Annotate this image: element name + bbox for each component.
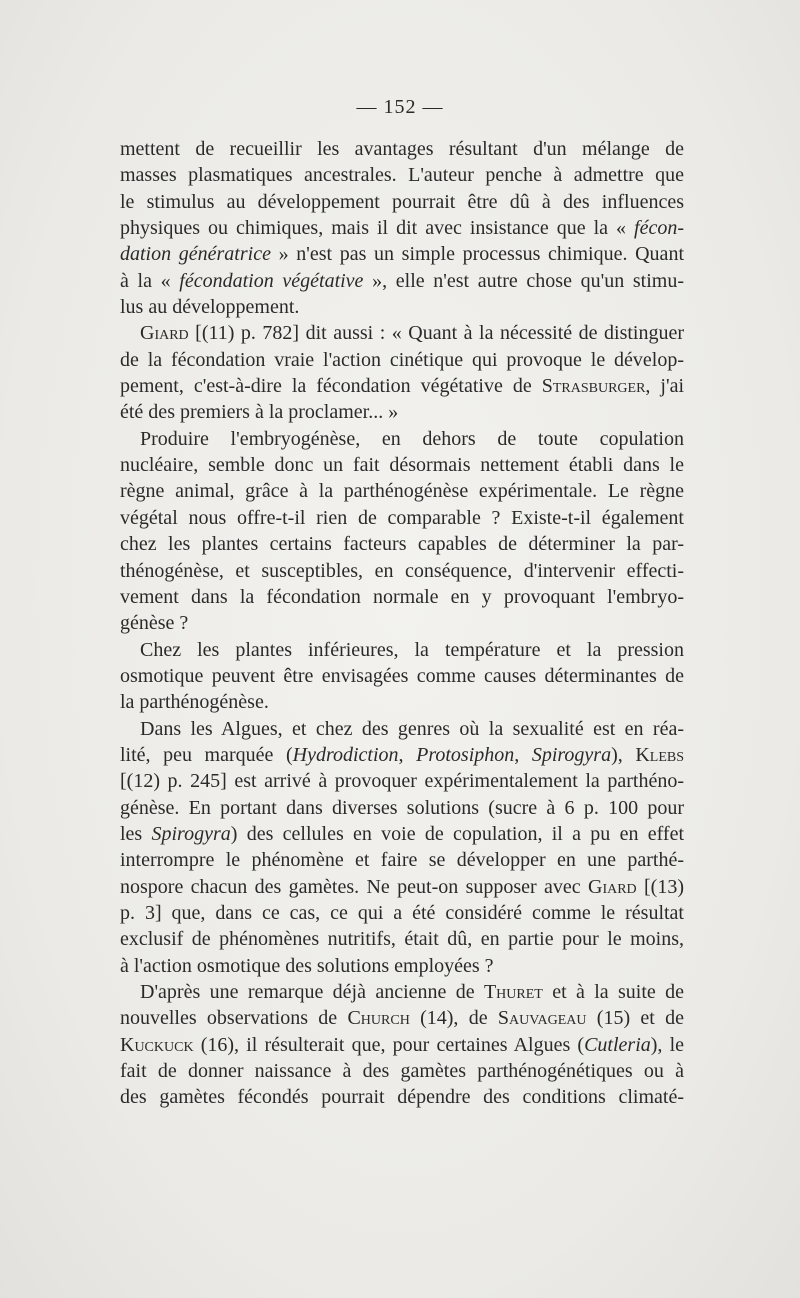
text-run: D'après une remarque déjà ancienne de [140, 981, 484, 1003]
text-run: nucléaire, semble donc un fait désormais nettement établi dans le [120, 454, 684, 477]
text-line [120, 268, 684, 294]
text-line [120, 663, 684, 689]
text-line [120, 294, 684, 320]
paragraph [120, 716, 684, 979]
text-run: lus au développement. [120, 296, 300, 319]
text-run: pement, c'est-à-dire la fécondation végétative de [120, 375, 542, 398]
paragraph [120, 136, 684, 320]
text-run: , [514, 743, 532, 766]
text-line [120, 689, 684, 715]
italic-text: Hydrodiction [292, 743, 399, 766]
text-run: , j'ai [645, 375, 685, 398]
italic-text: Spirogyra [151, 822, 231, 845]
text-line [120, 1058, 684, 1084]
italic-text: fécondation végétative [179, 269, 364, 292]
text-run: (16), il résulterait que, pour certaines Algues ( [193, 1033, 585, 1056]
text-line [120, 531, 684, 557]
text-run: lité, peu marquée ( [120, 743, 293, 766]
text-line [120, 426, 684, 452]
text-run: osmotique peuvent être envisagées comme causes déterminantes de [120, 664, 684, 687]
text-run: génèse. En portant dans diverses solutions (sucre à 6 p. 100 pour [120, 796, 684, 819]
text-run: thénogénèse, et susceptibles, en conséquence, d'intervenir effecti- [120, 559, 684, 582]
text-line [120, 241, 684, 267]
text-line [120, 558, 684, 584]
text-run: fait de donner naissance à des gamètes parthénogénétiques ou à [120, 1060, 684, 1083]
text-line [120, 1032, 684, 1058]
text-line [120, 953, 684, 979]
text-run: ), le [650, 1033, 685, 1056]
italic-text: Protosiphon [416, 743, 515, 766]
text-line [120, 399, 684, 425]
text-run: Produire l'embryogénèse, en dehors de toute copulation [140, 427, 684, 450]
italic-text: Cutleria [584, 1033, 651, 1056]
text-line [120, 189, 684, 215]
text-run: (14), de [409, 1007, 498, 1030]
text-line [120, 821, 684, 847]
text-line [120, 452, 684, 478]
text-line [120, 847, 684, 873]
text-line [120, 505, 684, 531]
text-run: », elle n'est autre chose qu'un stimu- [363, 269, 684, 292]
text-run: des gamètes fécondés pourrait dépendre des conditions climaté- [120, 1086, 684, 1109]
text-run: physiques ou chimiques, mais il dit avec insistance que la « [120, 217, 635, 240]
text-run: masses plasmatiques ancestrales. L'auteur penche à admettre que [120, 164, 684, 187]
author-name: Sauvageau [497, 1007, 587, 1030]
text-line [120, 768, 684, 794]
text-run: Dans les Algues, et chez des genres où la sexualité est en réa- [140, 717, 684, 740]
author-name: Kuckuck [120, 1033, 194, 1056]
author-name: Giard [588, 875, 637, 898]
paragraph [120, 426, 684, 637]
text-run: Chez les plantes inférieures, la température et la pression [140, 638, 684, 661]
text-line [120, 716, 684, 742]
text-run: à la « [120, 269, 180, 292]
text-run: chez les plantes certains facteurs capables de déterminer la par- [120, 533, 684, 556]
text-run: nouvelles observations de [120, 1007, 348, 1030]
text-run: le stimulus au développement pourrait être dû à des influences [120, 190, 684, 213]
paragraph [120, 979, 684, 1111]
text-line [120, 136, 684, 162]
author-name: Klebs [635, 743, 684, 766]
italic-text: Spirogyra [531, 743, 612, 766]
text-run: interrompre le phénomène et faire se développer en une parthé- [120, 849, 684, 872]
text-run: p. 3] que, dans ce cas, ce qui a été considéré comme le résultat [120, 901, 684, 924]
text-line [120, 215, 684, 241]
paragraph [120, 637, 684, 716]
text-run: été des premiers à la proclamer... » [120, 401, 399, 424]
author-name: Giard [140, 322, 189, 345]
text-line [120, 637, 684, 663]
italic-text: fécon- [634, 217, 684, 240]
body-text [120, 136, 684, 1111]
text-run: mettent de recueillir les avantages résultant d'un mélange de [120, 138, 684, 160]
text-line [120, 1084, 684, 1110]
text-line [120, 347, 684, 373]
text-run: [(11) p. 782] dit aussi : « Quant à la nécessité de distinguer [188, 322, 684, 345]
text-run: végétal nous offre-t-il rien de comparable ? Existe-t-il également [120, 506, 684, 529]
text-line [120, 610, 684, 636]
text-line [120, 162, 684, 188]
paragraph [120, 320, 684, 425]
author-name: Strasburger [541, 375, 646, 398]
text-line [120, 584, 684, 610]
text-run: à l'action osmotique des solutions employées ? [120, 954, 494, 977]
text-run: nospore chacun des gamètes. Ne peut-on supposer avec [120, 875, 588, 898]
italic-text: dation génératrice [120, 243, 271, 266]
author-name: Thuret [483, 981, 543, 1003]
text-run: génèse ? [120, 612, 189, 635]
text-run: » n'est pas un simple processus chimique. Quant [270, 243, 684, 266]
text-line [120, 478, 684, 504]
text-run: règne animal, grâce à la parthénogénèse expérimentale. Le règne [120, 480, 684, 503]
text-line [120, 320, 684, 346]
text-line [120, 900, 684, 926]
text-run: et à la suite de [542, 981, 684, 1003]
text-line [120, 742, 684, 768]
author-name: Church [347, 1007, 410, 1030]
text-line [120, 979, 684, 1005]
text-run: [(13) [636, 875, 684, 898]
page-number: — 152 — [356, 96, 444, 118]
text-line [120, 795, 684, 821]
text-run: , [398, 743, 417, 766]
text-run: de la fécondation vraie l'action cinétique qui provoque le dévelop- [120, 348, 684, 371]
text-run: vement dans la fécondation normale en y provoquant l'embryo- [120, 585, 684, 608]
text-run: ) des cellules en voie de copulation, il a pu en effet [230, 822, 684, 845]
text-run: exclusif de phénomènes nutritifs, était dû, en partie pour le moins, [120, 928, 684, 951]
text-run: ), [611, 743, 636, 766]
text-run: la parthénogénèse. [120, 691, 269, 714]
text-run: (15) et de [586, 1007, 685, 1030]
text-run: les [120, 822, 152, 845]
text-line [120, 926, 684, 952]
text-run: [(12) p. 245] est arrivé à provoquer expérimentalement la parthéno- [120, 770, 684, 793]
text-line [120, 874, 684, 900]
text-line [120, 1005, 684, 1031]
text-line [120, 373, 684, 399]
